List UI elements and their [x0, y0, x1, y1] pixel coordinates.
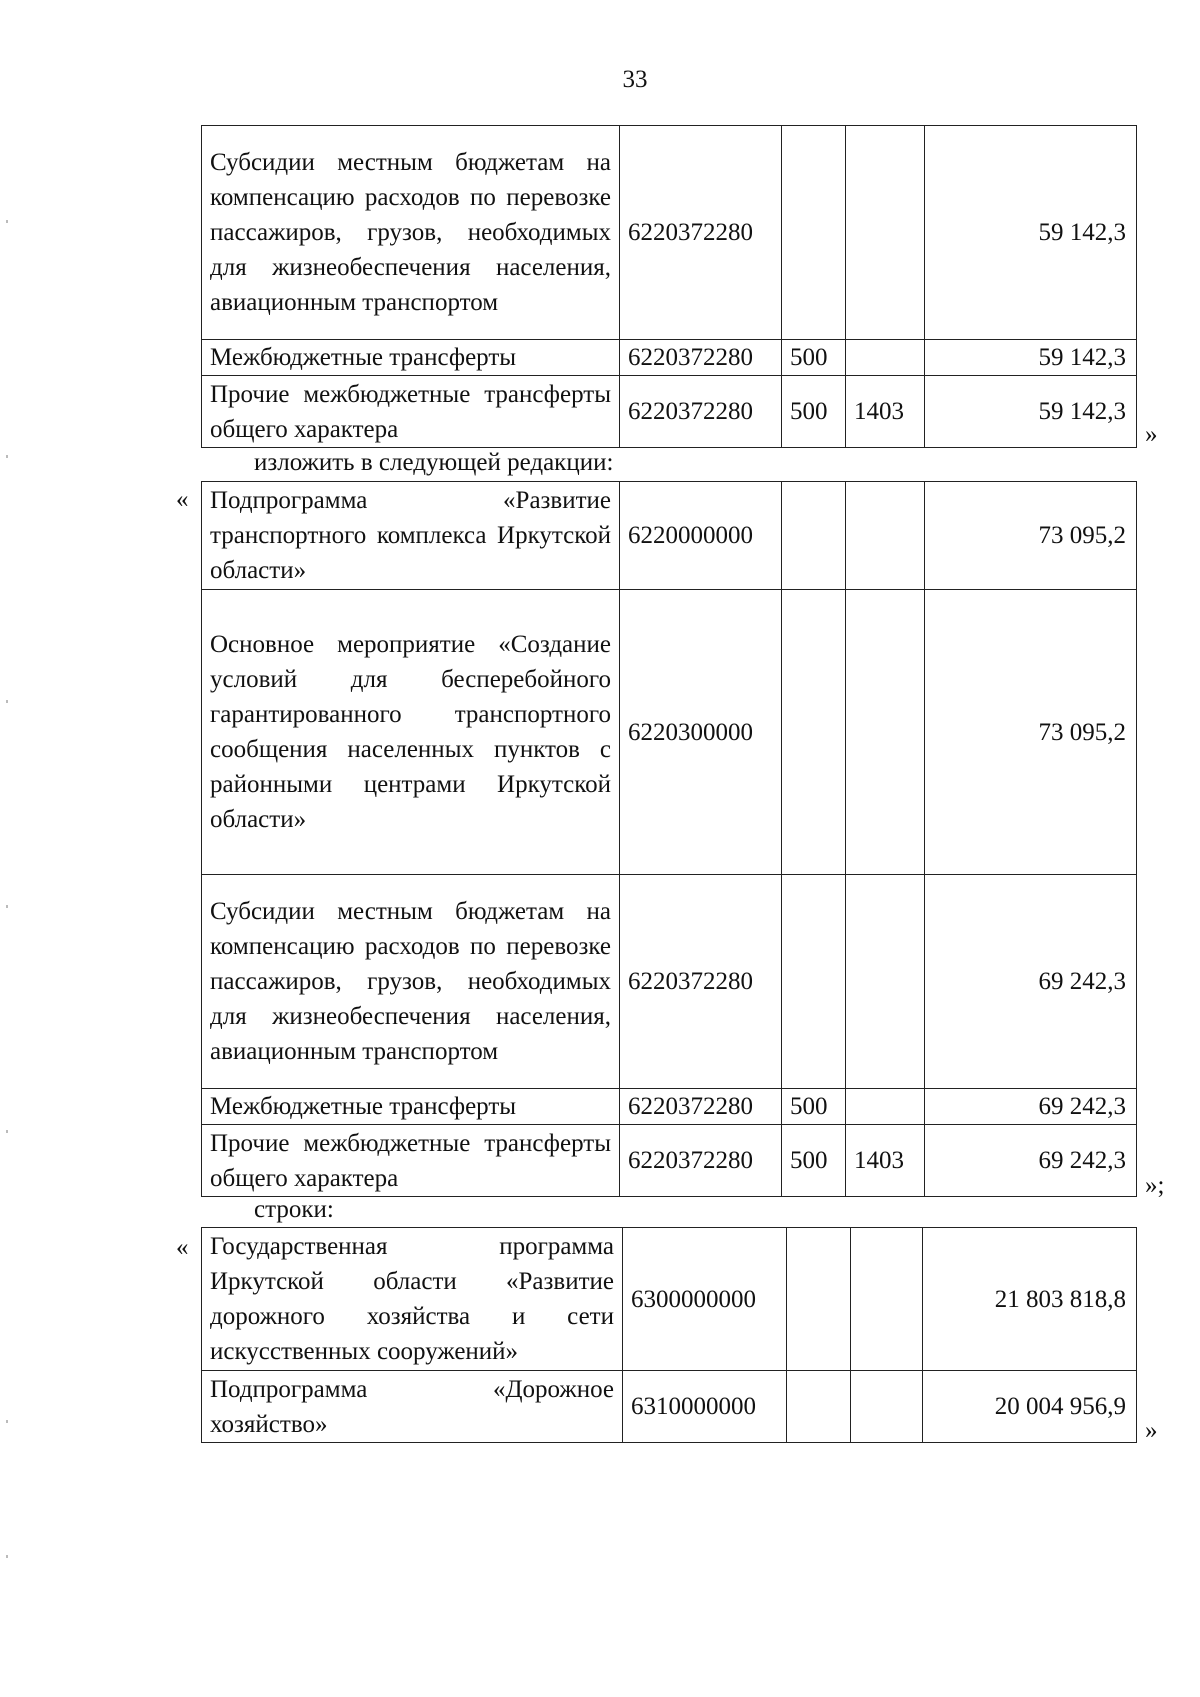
- row-name: Межбюджетные трансферты: [202, 340, 620, 376]
- row-expense-type: [787, 1228, 851, 1371]
- row-amount: 59 142,3: [925, 376, 1137, 448]
- scan-mark: [6, 220, 8, 223]
- row-name: Подпрограмма «Развитие транспортного комплекса Иркутской области»: [202, 482, 620, 590]
- row-expense-type: [782, 875, 846, 1089]
- row-code: 6220372280: [620, 1125, 782, 1197]
- page-number: 33: [622, 66, 648, 93]
- row-section: 1403: [846, 376, 925, 448]
- row-section: [846, 340, 925, 376]
- row-code: 6220000000: [620, 482, 782, 590]
- scan-mark: [6, 905, 8, 908]
- row-code: 6300000000: [623, 1228, 787, 1371]
- row-name: Подпрограмма «Дорожное хозяйство»: [202, 1371, 623, 1443]
- row-code: 6220372280: [620, 126, 782, 340]
- row-name: Субсидии местным бюджетам на компенсацию расходов по перевозке пассажиров, грузов, необходимых для жизнеобеспечения населения, авиационным транспортом: [202, 875, 620, 1089]
- row-amount: 69 242,3: [925, 875, 1137, 1089]
- budget-table-new-edition: [201, 481, 1137, 1197]
- table-row: [202, 376, 1137, 448]
- row-amount: 73 095,2: [925, 590, 1137, 875]
- table-row: [202, 1371, 1137, 1443]
- row-expense-type: 500: [782, 340, 846, 376]
- row-section: 1403: [846, 1125, 925, 1197]
- row-name: Прочие межбюджетные трансферты общего характера: [202, 1125, 620, 1197]
- row-section: [851, 1371, 923, 1443]
- row-name: Прочие межбюджетные трансферты общего характера: [202, 376, 620, 448]
- row-section: [846, 1089, 925, 1125]
- scan-mark: [6, 1130, 8, 1133]
- closing-quote: »: [1145, 421, 1158, 448]
- row-code: 6220372280: [620, 340, 782, 376]
- table-row: [202, 1125, 1137, 1197]
- row-name: Государственная программа Иркутской области «Развитие дорожного хозяйства и сети искусственных сооружений»: [202, 1228, 623, 1371]
- row-name: Субсидии местным бюджетам на компенсацию расходов по перевозке пассажиров, грузов, необходимых для жизнеобеспечения населения, авиационным транспортом: [202, 126, 620, 340]
- row-code: 6220372280: [620, 1089, 782, 1125]
- row-section: [846, 875, 925, 1089]
- row-expense-type: [782, 482, 846, 590]
- opening-quote: «: [176, 486, 189, 513]
- table-row: [202, 340, 1137, 376]
- row-section: [846, 590, 925, 875]
- row-amount: 59 142,3: [925, 340, 1137, 376]
- opening-quote: «: [176, 1234, 189, 1261]
- row-amount: 20 004 956,9: [923, 1371, 1137, 1443]
- row-expense-type: 500: [782, 376, 846, 448]
- row-amount: 21 803 818,8: [923, 1228, 1137, 1371]
- scan-mark: [6, 700, 8, 703]
- row-code: 6220300000: [620, 590, 782, 875]
- scan-mark: [6, 1555, 8, 1558]
- instruction-text: изложить в следующей редакции:: [254, 449, 614, 476]
- row-name: Основное мероприятие «Создание условий для бесперебойного гарантированного транспортного сообщения населенных пунктов с районными центрами Иркутской области»: [202, 590, 620, 875]
- row-expense-type: [782, 126, 846, 340]
- row-section: [846, 482, 925, 590]
- row-amount: 69 242,3: [925, 1089, 1137, 1125]
- row-amount: 73 095,2: [925, 482, 1137, 590]
- row-section: [846, 126, 925, 340]
- row-name: Межбюджетные трансферты: [202, 1089, 620, 1125]
- row-amount: 59 142,3: [925, 126, 1137, 340]
- budget-table-lines: [201, 1227, 1137, 1443]
- closing-quote: »;: [1145, 1172, 1165, 1199]
- table-row: [202, 875, 1137, 1089]
- row-expense-type: [787, 1371, 851, 1443]
- row-code: 6220372280: [620, 376, 782, 448]
- row-code: 6310000000: [623, 1371, 787, 1443]
- table-row: [202, 1228, 1137, 1371]
- scan-mark: [6, 455, 8, 458]
- row-code: 6220372280: [620, 875, 782, 1089]
- row-expense-type: 500: [782, 1125, 846, 1197]
- row-expense-type: [782, 590, 846, 875]
- row-section: [851, 1228, 923, 1371]
- row-amount: 69 242,3: [925, 1125, 1137, 1197]
- instruction-text: строки:: [254, 1196, 334, 1223]
- table-row: [202, 590, 1137, 875]
- closing-quote: »: [1145, 1417, 1158, 1444]
- row-expense-type: 500: [782, 1089, 846, 1125]
- budget-table-before: [201, 125, 1137, 448]
- table-row: [202, 1089, 1137, 1125]
- table-row: [202, 126, 1137, 340]
- scan-mark: [6, 1420, 8, 1423]
- table-row: [202, 482, 1137, 590]
